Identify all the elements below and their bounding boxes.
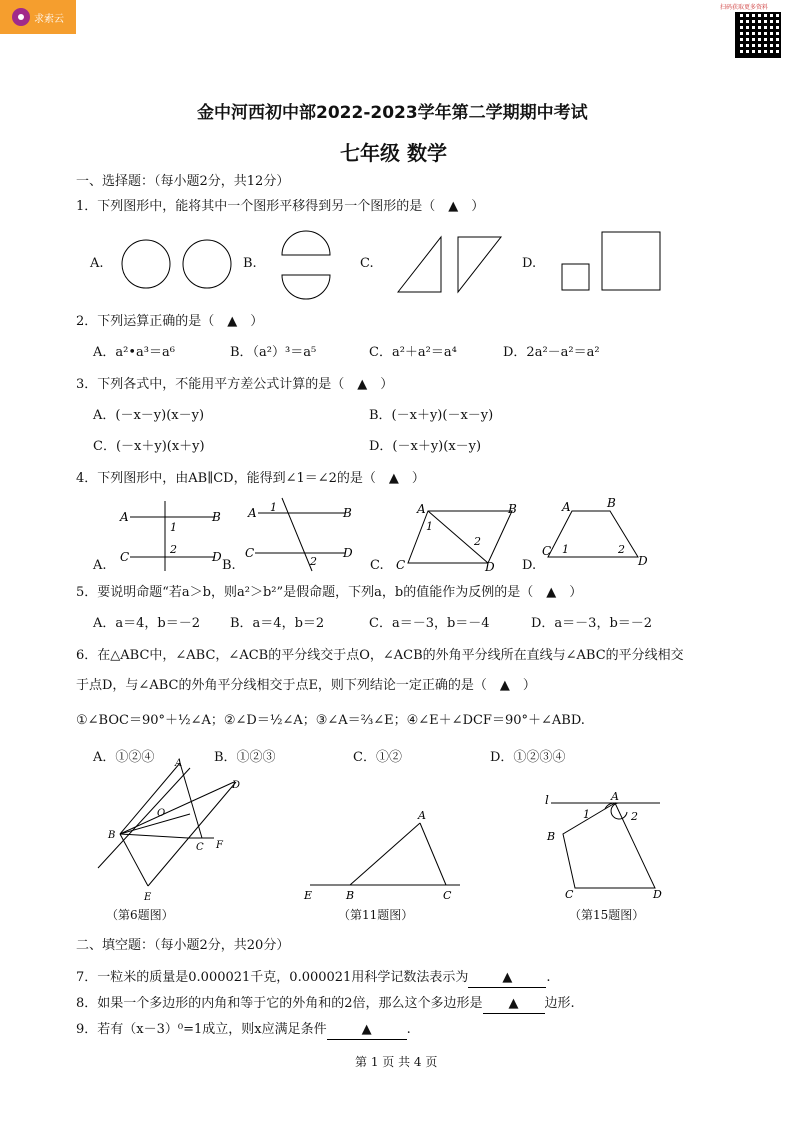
svg-text:B: B	[547, 830, 556, 843]
svg-text:A: A	[248, 506, 257, 520]
q2-option-d: D．2a²－a²＝a²	[503, 345, 600, 360]
q5-option-b: B．a＝4，b＝2	[230, 616, 325, 631]
q3-option-d: D．(－x＋y)(x－y)	[369, 439, 482, 454]
fig-q11	[300, 805, 470, 905]
q1-c-triangle-1	[398, 237, 441, 292]
qr-caption: 扫码获取更多资料	[720, 4, 769, 11]
svg-text:E: E	[144, 892, 152, 903]
qr-code-icon	[735, 12, 781, 58]
q9-tail: .	[406, 1022, 411, 1037]
q4-label-b: B.	[222, 558, 236, 573]
caption-q11: （第11题图）	[338, 908, 414, 922]
svg-text:A: A	[611, 790, 619, 803]
svg-text:C: C	[196, 842, 204, 853]
q6-option-d: D．①②③④	[490, 750, 566, 765]
q8-line	[76, 995, 575, 1014]
q1-label-c: C.	[360, 256, 374, 271]
svg-text:2: 2	[618, 543, 625, 556]
svg-text:1: 1	[170, 521, 177, 534]
q6-option-a: A．①②④	[93, 750, 155, 765]
exam-title: 金中河西初中部2022-2023学年第二学期期中考试	[197, 103, 588, 123]
q5-stem: 5．要说明命题“若a＞b，则a²＞b²”是假命题，下列a，b的值能作为反例的是（ ▲ ）	[76, 585, 583, 600]
q3-stem: 3．下列各式中，不能用平方差公式计算的是（ ▲ ）	[76, 377, 394, 392]
svg-text:2: 2	[170, 543, 177, 556]
svg-text:B: B	[346, 889, 355, 902]
svg-text:B: B	[508, 502, 517, 516]
logo-icon	[12, 8, 30, 26]
q6-stem-line1: 6．在△ABC中，∠ABC，∠ACB的平分线交于点O，∠ACB的外角平分线所在直线与∠ABC的平分线相交	[76, 648, 684, 663]
svg-text:B: B	[343, 506, 352, 520]
svg-text:D: D	[485, 560, 495, 573]
q7-line	[76, 969, 550, 988]
section1-heading: 一、选择题：（每小题2分，共12分）	[76, 174, 290, 189]
q9-line	[76, 1021, 411, 1040]
q4-stem: 4．下列图形中，由AB∥CD，能得到∠1＝∠2的是（ ▲ ）	[76, 471, 425, 486]
fig-q15	[535, 788, 675, 903]
q7-answer-blank[interactable]: ▲	[468, 969, 546, 988]
exam-subtitle: 七年级 数学	[340, 141, 447, 165]
q1-d-large-square	[602, 232, 660, 290]
svg-text:C: C	[245, 546, 255, 560]
q1-d-small-square	[562, 264, 589, 290]
q8-tail: 边形.	[544, 996, 575, 1011]
svg-text:1: 1	[562, 543, 569, 556]
q1-figures	[76, 222, 696, 302]
q4-label-c: C.	[370, 558, 384, 573]
q3-option-b: B．(－x＋y)(－x－y)	[369, 408, 494, 423]
svg-text:C: C	[443, 889, 452, 902]
svg-text:D: D	[232, 780, 241, 791]
fig-q6	[90, 758, 260, 908]
svg-text:l: l	[545, 793, 549, 807]
svg-text:D: D	[212, 550, 222, 564]
svg-text:2: 2	[474, 535, 481, 548]
svg-text:2: 2	[631, 810, 638, 823]
svg-text:C: C	[120, 550, 130, 564]
q2-option-c: C．a²＋a²＝a⁴	[369, 345, 457, 360]
q1-b-top-half	[282, 231, 330, 255]
q6-option-c: C．①②	[353, 750, 402, 765]
q4-label-a: A.	[93, 558, 107, 573]
svg-text:A: A	[417, 502, 426, 516]
svg-text:B: B	[108, 830, 116, 841]
svg-text:C: C	[396, 558, 406, 572]
svg-text:E: E	[304, 889, 313, 902]
page-number: 第 1 页 共 4 页	[355, 1055, 438, 1069]
q6-conclusions: ①∠BOC＝90°＋½∠A；②∠D＝½∠A；③∠A＝⅔∠E；④∠E＋∠DCF＝90°＋∠ABD.	[76, 713, 585, 728]
svg-text:A: A	[418, 809, 426, 822]
svg-text:1: 1	[270, 501, 277, 514]
q1-label-b: B.	[243, 256, 257, 271]
svg-text:A: A	[562, 500, 571, 514]
q6-option-b: B．①②③	[214, 750, 276, 765]
q9-answer-blank[interactable]: ▲	[327, 1021, 407, 1040]
q1-stem: 1．下列图形中，能将其中一个图形平移得到另一个图形的是（ ▲ ）	[76, 199, 485, 214]
q1-label-d: D.	[522, 256, 537, 271]
section2-heading: 二、填空题：（每小题2分，共20分）	[76, 938, 290, 953]
logo-text: 求索云	[34, 13, 64, 25]
q2-option-b: B．（a²）³＝a⁵	[230, 345, 317, 360]
caption-q15: （第15题图）	[569, 908, 645, 922]
svg-text:F: F	[216, 840, 223, 851]
q8-answer-blank[interactable]: ▲	[483, 995, 545, 1014]
svg-text:D: D	[343, 546, 353, 560]
q6-stem-line2: 于点D，与∠ABC的外角平分线相交于点E，则下列结论一定正确的是（ ▲ ）	[76, 678, 536, 693]
q2-option-a: A．a²•a³＝a⁶	[93, 345, 175, 360]
q5-option-c: C．a＝－3，b＝－4	[369, 616, 490, 631]
q1-b-bottom-half	[282, 275, 330, 299]
svg-text:D: D	[653, 888, 662, 901]
q3-option-c: C．(－x＋y)(x＋y)	[93, 439, 205, 454]
svg-text:B: B	[212, 510, 221, 524]
svg-text:1: 1	[583, 808, 590, 821]
svg-text:A: A	[175, 758, 183, 769]
q3-option-a: A．(－x－y)(x－y)	[93, 408, 205, 423]
svg-text:2: 2	[310, 555, 317, 568]
q7-tail: .	[546, 970, 551, 985]
svg-text:C: C	[542, 544, 552, 558]
svg-text:O: O	[157, 808, 166, 819]
caption-q6: （第6题图）	[106, 908, 174, 922]
q8-text: 8．如果一个多边形的内角和等于它的外角和的2倍，那么这个多边形是	[76, 996, 483, 1011]
q5-option-d: D．a＝－3，b＝－2	[531, 616, 653, 631]
q1-a-circle-2	[183, 240, 231, 288]
svg-text:1: 1	[426, 520, 433, 533]
q7-text: 7．一粒米的质量是0.000021千克，0.000021用科学记数法表示为	[76, 970, 469, 985]
q1-c-triangle-2	[458, 237, 501, 292]
q4-label-d: D.	[522, 558, 537, 573]
svg-text:B: B	[607, 496, 616, 510]
q5-option-a: A．a＝4，b＝－2	[93, 616, 201, 631]
q1-label-a: A.	[90, 256, 104, 271]
svg-text:C: C	[565, 888, 574, 901]
brand-logo	[0, 0, 76, 34]
q2-stem: 2．下列运算正确的是（ ▲ ）	[76, 314, 264, 329]
q4-figures	[90, 493, 690, 573]
svg-text:A: A	[120, 510, 129, 524]
q1-a-circle-1	[122, 240, 170, 288]
q9-text: 9．若有（x－3）⁰=1成立，则x应满足条件	[76, 1022, 327, 1037]
svg-text:D: D	[638, 554, 648, 568]
